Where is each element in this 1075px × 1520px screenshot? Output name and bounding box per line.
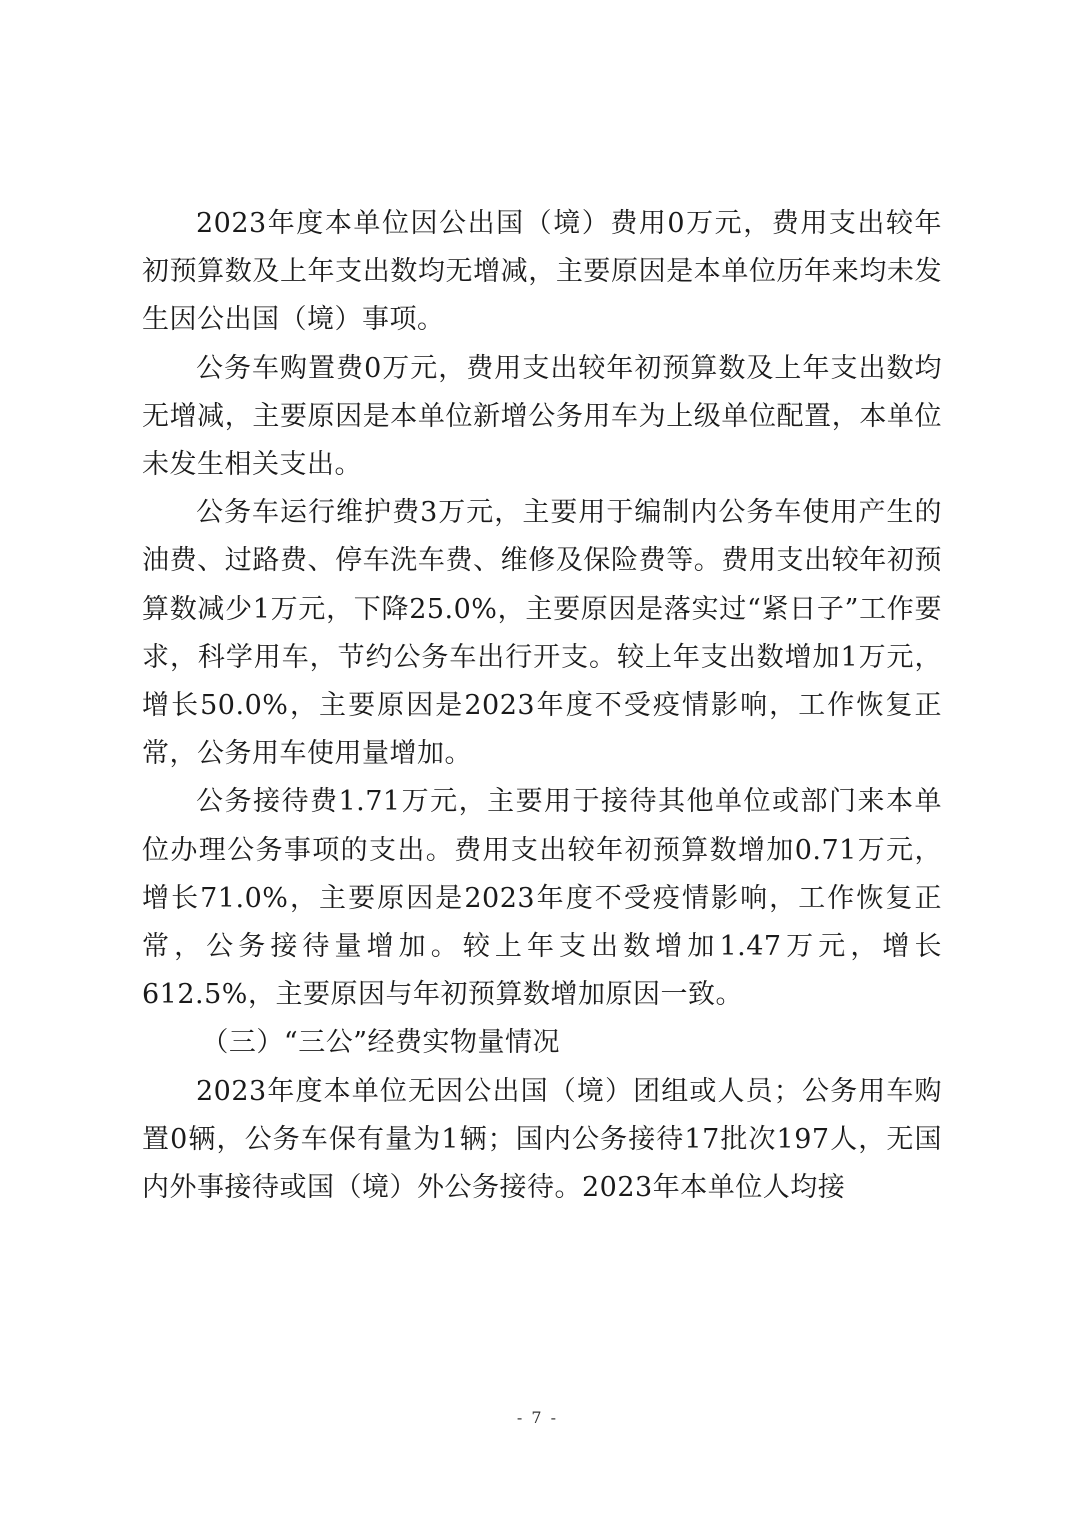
page-number: - 7 - (516, 1408, 559, 1427)
paragraph-overseas-travel: 2023年度本单位因公出国（境）费用0万元，费用支出较年初预算数及上年支出数均无增减，主要原因是本单位历年来均未发生因公出国（境）事项。 (142, 208, 942, 336)
document-body (142, 200, 942, 1212)
paragraph-official-reception: 公务接待费1.71万元，主要用于接待其他单位或部门来本单位办理公务事项的支出。费用支出较年初预算数增加0.71万元，增长71.0%，主要原因是2023年度不受疫情影响，工作恢复正常，公务接待量增加。较上年支出数增加1.47万元，增长612.5%，主要原因与年初预算数增加原因一致。 (142, 786, 942, 1011)
paragraph-physical-quantity: 2023年度本单位无因公出国（境）团组或人员；公务用车购置0辆，公务车保有量为1辆；国内公务接待17批次197人，无国内外事接待或国（境）外公务接待。2023年本单位人均接 (142, 1075, 942, 1204)
section-heading: （三）“三公”经费实物量情况 (201, 1027, 560, 1059)
paragraph-vehicle-purchase: 公务车购置费0万元，费用支出较年初预算数及上年支出数均无增减，主要原因是本单位新增公务用车为上级单位配置，本单位未发生相关支出。 (142, 352, 942, 481)
paragraph-vehicle-maintenance: 公务车运行维护费3万元，主要用于编制内公务车使用产生的油费、过路费、停车洗车费、维修及保险费等。费用支出较年初预算数减少1万元，下降25.0%，主要原因是落实过“紧日子”工作要求，科学用车，节约公务车出行开支。较上年支出数增加1万元，增长50.0%，主要原因是2023年度不受疫情影响，工作恢复正常，公务用车使用量增加。 (142, 497, 942, 770)
